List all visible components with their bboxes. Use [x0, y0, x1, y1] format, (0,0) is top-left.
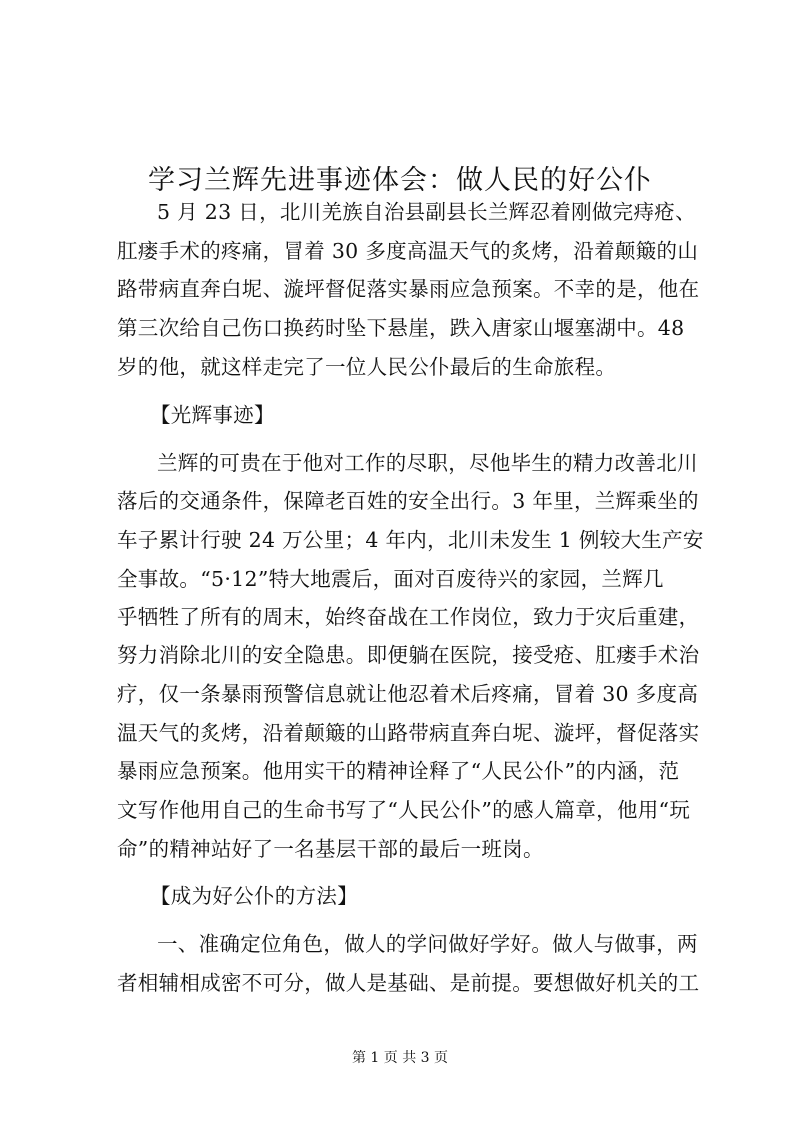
- text-line: 第三次给自己伤口换药时坠下悬崖，跌入唐家山堰塞湖中。48: [117, 316, 685, 340]
- text-line: 岁的他，就这样走完了一位人民公仆最后的生命旅程。: [117, 355, 617, 379]
- text-line: 命”的精神站好了一名基层干部的最后一班岗。: [117, 837, 544, 861]
- text-line: 者相辅相成密不可分，做人是基础、是前提。要想做好机关的工: [117, 971, 700, 995]
- text-line: 温天气的炙烤，沿着颠簸的山路带病直奔白坭、漩坪，督促落实: [117, 721, 700, 745]
- text-line: 路带病直奔白坭、漩坪督促落实暴雨应急预案。不幸的是，他在: [117, 277, 700, 301]
- text-line: 疗，仅一条暴雨预警信息就让他忍着术后疼痛，冒着 30 多度高: [117, 682, 699, 706]
- text-line: 文写作他用自己的生命书写了“人民公仆”的感人篇章，他用“玩: [117, 798, 691, 822]
- page-footer: 第 1 页 共 3 页: [351, 1050, 449, 1066]
- text-line: 车子累计行驶 24 万公里；4 年内，北川未发生 1 例较大生产安: [117, 528, 704, 552]
- text-line: 一、准确定位角色，做人的学问做好学好。做人与做事，两: [157, 932, 698, 956]
- text-line: 肛瘘手术的疼痛，冒着 30 多度高温天气的炙烤，沿着颠簸的山: [117, 239, 699, 263]
- text-line: 落后的交通条件，保障老百姓的安全出行。3 年里，兰辉乘坐的: [117, 489, 699, 513]
- text-line: 兰辉的可贵在于他对工作的尽职，尽他毕生的精力改善北川: [157, 451, 698, 475]
- section-heading: 【成为好公仆的方法】: [150, 884, 358, 908]
- text-line: 暴雨应急预案。他用实干的精神诠释了“人民公仆”的内涵，范: [117, 759, 680, 783]
- text-line: 努力消除北川的安全隐患。即便躺在医院，接受疮、肛瘘手术治: [117, 643, 700, 667]
- text-line: 5 月 23 日，北川羌族自治县副县长兰辉忍着刚做完痔疮、: [157, 200, 696, 224]
- text-line: 乎牺牲了所有的周末，始终奋战在工作岗位，致力于灾后重建，: [117, 605, 700, 629]
- text-line: 全事故。“5·12”特大地震后，面对百废待兴的家园，兰辉几: [117, 567, 664, 591]
- document-title: 学习兰辉先进事迹体会：做人民的好公仆: [148, 165, 652, 197]
- section-heading: 【光辉事迹】: [150, 403, 275, 427]
